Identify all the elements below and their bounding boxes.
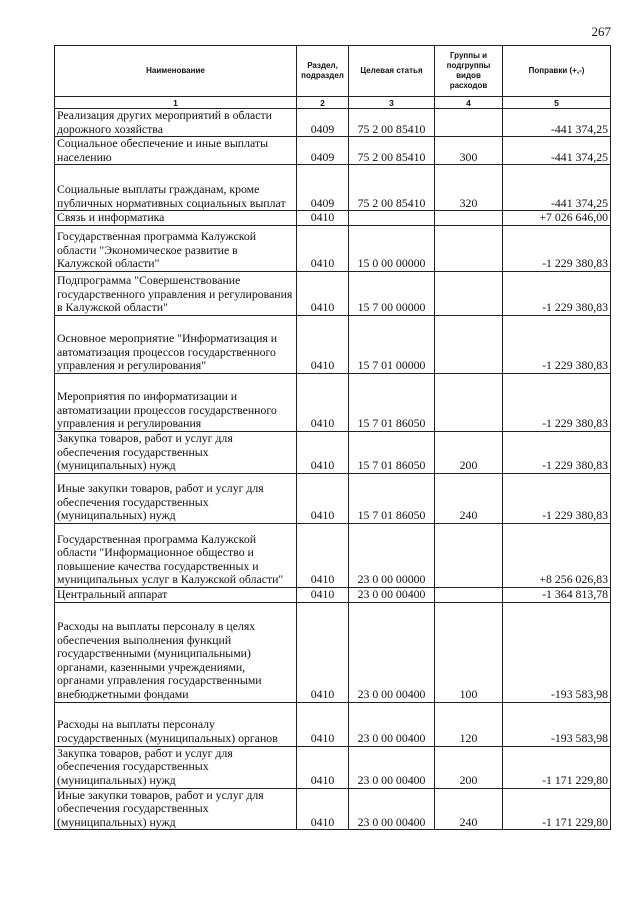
row-group <box>435 587 503 602</box>
row-name: Реализация других мероприятий в области дорожного хозяйства <box>55 109 297 137</box>
row-section: 0410 <box>297 702 349 746</box>
row-section: 0410 <box>297 431 349 473</box>
row-section: 0409 <box>297 137 349 165</box>
row-amount: -1 364 813,78 <box>503 587 611 602</box>
row-name: Мероприятия по информатизации и автоматизации процессов государственного управления и регулирования <box>55 373 297 431</box>
row-amount: -1 229 380,83 <box>503 373 611 431</box>
row-amount: -441 374,25 <box>503 137 611 165</box>
row-group <box>435 523 503 587</box>
table-row <box>55 373 611 431</box>
row-section: 0409 <box>297 165 349 211</box>
table-row <box>55 165 611 211</box>
header-section: Раздел, подраздел <box>297 46 349 97</box>
row-article: 23 0 00 00400 <box>349 602 435 702</box>
table-row <box>55 587 611 602</box>
row-group <box>435 271 503 315</box>
table-header-row <box>55 46 611 97</box>
row-name: Социальные выплаты гражданам, кроме публичных нормативных социальных выплат <box>55 165 297 211</box>
column-number: 3 <box>349 97 435 109</box>
row-article: 23 0 00 00000 <box>349 523 435 587</box>
row-section: 0410 <box>297 373 349 431</box>
row-amount: +8 256 026,83 <box>503 523 611 587</box>
row-amount: -1 229 380,83 <box>503 473 611 523</box>
table-row <box>55 271 611 315</box>
row-article: 23 0 00 00400 <box>349 702 435 746</box>
row-name: Иные закупки товаров, работ и услуг для обеспечения государственных (муниципальных) нужд <box>55 473 297 523</box>
row-article: 15 0 00 00000 <box>349 225 435 271</box>
table-row <box>55 746 611 788</box>
row-name: Расходы на выплаты персоналу в целях обеспечения выполнения функций государственными (муниципальными) органами, казенными учреждениями, органами управления государственными внебюджетными фондами <box>55 602 297 702</box>
row-section: 0410 <box>297 587 349 602</box>
table-row <box>55 137 611 165</box>
row-section: 0410 <box>297 315 349 373</box>
row-article: 23 0 00 00400 <box>349 587 435 602</box>
row-section: 0410 <box>297 473 349 523</box>
column-number-row <box>55 97 611 109</box>
row-amount: -1 229 380,83 <box>503 225 611 271</box>
row-article: 23 0 00 00400 <box>349 788 435 830</box>
row-name: Иные закупки товаров, работ и услуг для обеспечения государственных (муниципальных) нужд <box>55 788 297 830</box>
header-group: Группы и подгруппы видов расходов <box>435 46 503 97</box>
table-row <box>55 109 611 137</box>
row-name: Связь и информатика <box>55 211 297 226</box>
header-article: Целевая статья <box>349 46 435 97</box>
table-row <box>55 225 611 271</box>
row-amount: -441 374,25 <box>503 165 611 211</box>
row-group <box>435 373 503 431</box>
column-number: 2 <box>297 97 349 109</box>
row-group <box>435 315 503 373</box>
row-amount: -441 374,25 <box>503 109 611 137</box>
row-section: 0410 <box>297 225 349 271</box>
row-amount: -1 171 229,80 <box>503 788 611 830</box>
row-section: 0410 <box>297 211 349 226</box>
table-row <box>55 788 611 830</box>
row-section: 0410 <box>297 271 349 315</box>
table-row <box>55 602 611 702</box>
table-row <box>55 702 611 746</box>
row-name: Центральный аппарат <box>55 587 297 602</box>
column-number: 1 <box>55 97 297 109</box>
row-article: 15 7 01 00000 <box>349 315 435 373</box>
row-group <box>435 211 503 226</box>
row-group: 300 <box>435 137 503 165</box>
row-amount: -193 583,98 <box>503 602 611 702</box>
row-article: 75 2 00 85410 <box>349 165 435 211</box>
row-amount: -193 583,98 <box>503 702 611 746</box>
row-group: 320 <box>435 165 503 211</box>
row-name: Подпрограмма "Совершенствование государственного управления и регулирования в Калужской области" <box>55 271 297 315</box>
budget-amendments-table <box>54 45 611 830</box>
row-amount: -1 229 380,83 <box>503 431 611 473</box>
row-group: 200 <box>435 746 503 788</box>
header-amount: Поправки (+,-) <box>503 46 611 97</box>
row-amount: -1 229 380,83 <box>503 315 611 373</box>
row-article: 15 7 01 86050 <box>349 473 435 523</box>
row-section: 0410 <box>297 523 349 587</box>
row-section: 0409 <box>297 109 349 137</box>
row-name: Государственная программа Калужской области "Экономическое развитие в Калужской области" <box>55 225 297 271</box>
row-article: 75 2 00 85410 <box>349 137 435 165</box>
row-article: 75 2 00 85410 <box>349 109 435 137</box>
row-name: Основное мероприятие "Информатизация и автоматизация процессов государственного управления и регулирования" <box>55 315 297 373</box>
row-group: 240 <box>435 473 503 523</box>
row-group: 200 <box>435 431 503 473</box>
row-name: Государственная программа Калужской области "Информационное общество и повышение качества государственных и муниципальных услуг в Калужской области" <box>55 523 297 587</box>
row-group: 240 <box>435 788 503 830</box>
row-section: 0410 <box>297 788 349 830</box>
page-number: 267 <box>591 24 611 39</box>
table-row <box>55 431 611 473</box>
row-amount: -1 229 380,83 <box>503 271 611 315</box>
table-row <box>55 211 611 226</box>
row-article: 15 7 00 00000 <box>349 271 435 315</box>
row-amount: +7 026 646,00 <box>503 211 611 226</box>
row-amount: -1 171 229,80 <box>503 746 611 788</box>
row-name: Закупка товаров, работ и услуг для обеспечения государственных (муниципальных) нужд <box>55 746 297 788</box>
table-row <box>55 473 611 523</box>
row-group <box>435 109 503 137</box>
row-group <box>435 225 503 271</box>
column-number: 4 <box>435 97 503 109</box>
column-number: 5 <box>503 97 611 109</box>
row-name: Закупка товаров, работ и услуг для обеспечения государственных (муниципальных) нужд <box>55 431 297 473</box>
row-article: 15 7 01 86050 <box>349 431 435 473</box>
row-article: 15 7 01 86050 <box>349 373 435 431</box>
table-row <box>55 315 611 373</box>
row-section: 0410 <box>297 602 349 702</box>
row-section: 0410 <box>297 746 349 788</box>
header-name: Наименование <box>55 46 297 97</box>
row-group: 120 <box>435 702 503 746</box>
table-row <box>55 523 611 587</box>
row-name: Социальное обеспечение и иные выплаты населению <box>55 137 297 165</box>
row-article <box>349 211 435 226</box>
row-group: 100 <box>435 602 503 702</box>
row-name: Расходы на выплаты персоналу государственных (муниципальных) органов <box>55 702 297 746</box>
row-article: 23 0 00 00400 <box>349 746 435 788</box>
